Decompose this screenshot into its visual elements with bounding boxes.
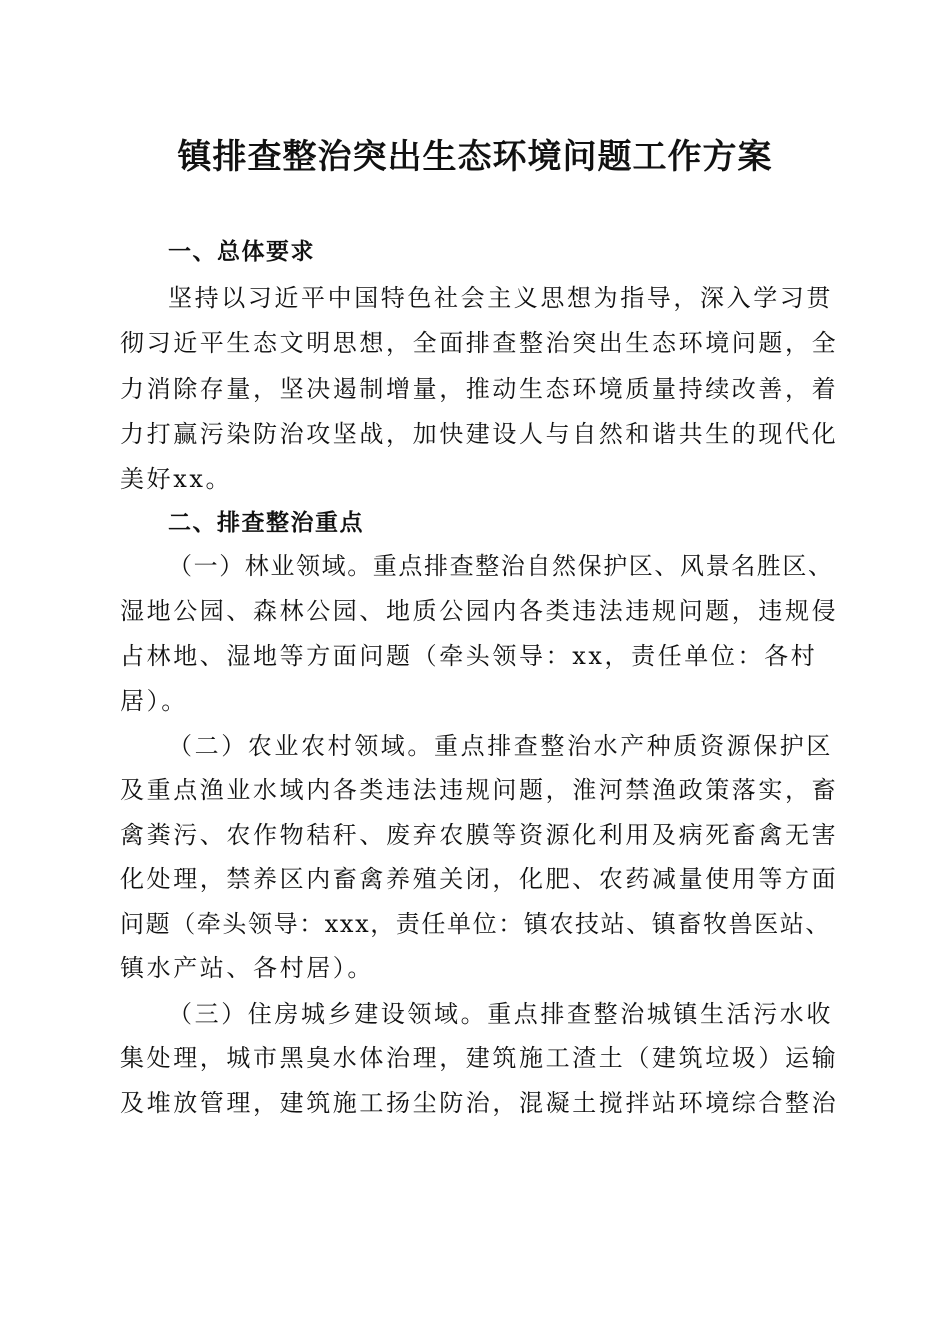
paragraph-line: （二）农业农村领域。重点排查整治水产种质资源保护区 (168, 732, 833, 760)
paragraph-line: 占林地、湿地等方面问题（牵头领导：xx，责任单位：各村 (120, 642, 818, 670)
paragraph-line: 禽粪污、农作物秸秆、废弃农膜等资源化利用及病死畜禽无害 (120, 821, 839, 849)
paragraph-line: 力消除存量，坚决遏制增量，推动生态环境质量持续改善，着 (120, 375, 839, 403)
paragraph-line: （一）林业领域。重点排查整治自然保护区、风景名胜区、 (168, 552, 834, 580)
paragraph-line: 及重点渔业水域内各类违法违规问题，淮河禁渔政策落实，畜 (120, 776, 839, 804)
paragraph-line: （三）住房城乡建设领域。重点排查整治城镇生活污水收 (168, 1000, 833, 1028)
paragraph-line: 及堆放管理，建筑施工扬尘防治，混凝土搅拌站环境综合整治 (120, 1089, 839, 1117)
section-heading-key-focus: 二、排查整治重点 (168, 510, 364, 536)
section-heading-general-requirements: 一、总体要求 (168, 239, 315, 265)
document-title: 镇排查整治突出生态环境问题工作方案 (177, 137, 773, 177)
paragraph-line: 美好xx。 (120, 465, 233, 493)
paragraph-line: 湿地公园、森林公园、地质公园内各类违法违规问题，违规侵 (120, 597, 839, 625)
paragraph-line: 化处理，禁养区内畜禽养殖关闭，化肥、农药减量使用等方面 (120, 865, 839, 893)
paragraph-line: 集处理，城市黑臭水体治理，建筑施工渣土（建筑垃圾）运输 (120, 1044, 839, 1072)
paragraph-line: 彻习近平生态文明思想，全面排查整治突出生态环境问题，全 (120, 329, 839, 357)
paragraph-line: 镇水产站、各村居）。 (120, 954, 374, 982)
paragraph-line: 力打赢污染防治攻坚战，加快建设人与自然和谐共生的现代化 (120, 420, 839, 448)
paragraph-line: 问题（牵头领导：xxx，责任单位：镇农技站、镇畜牧兽医站、 (120, 910, 832, 938)
paragraph-line: 坚持以习近平中国特色社会主义思想为指导，深入学习贯 (168, 284, 833, 312)
paragraph-line: 居）。 (120, 687, 188, 715)
